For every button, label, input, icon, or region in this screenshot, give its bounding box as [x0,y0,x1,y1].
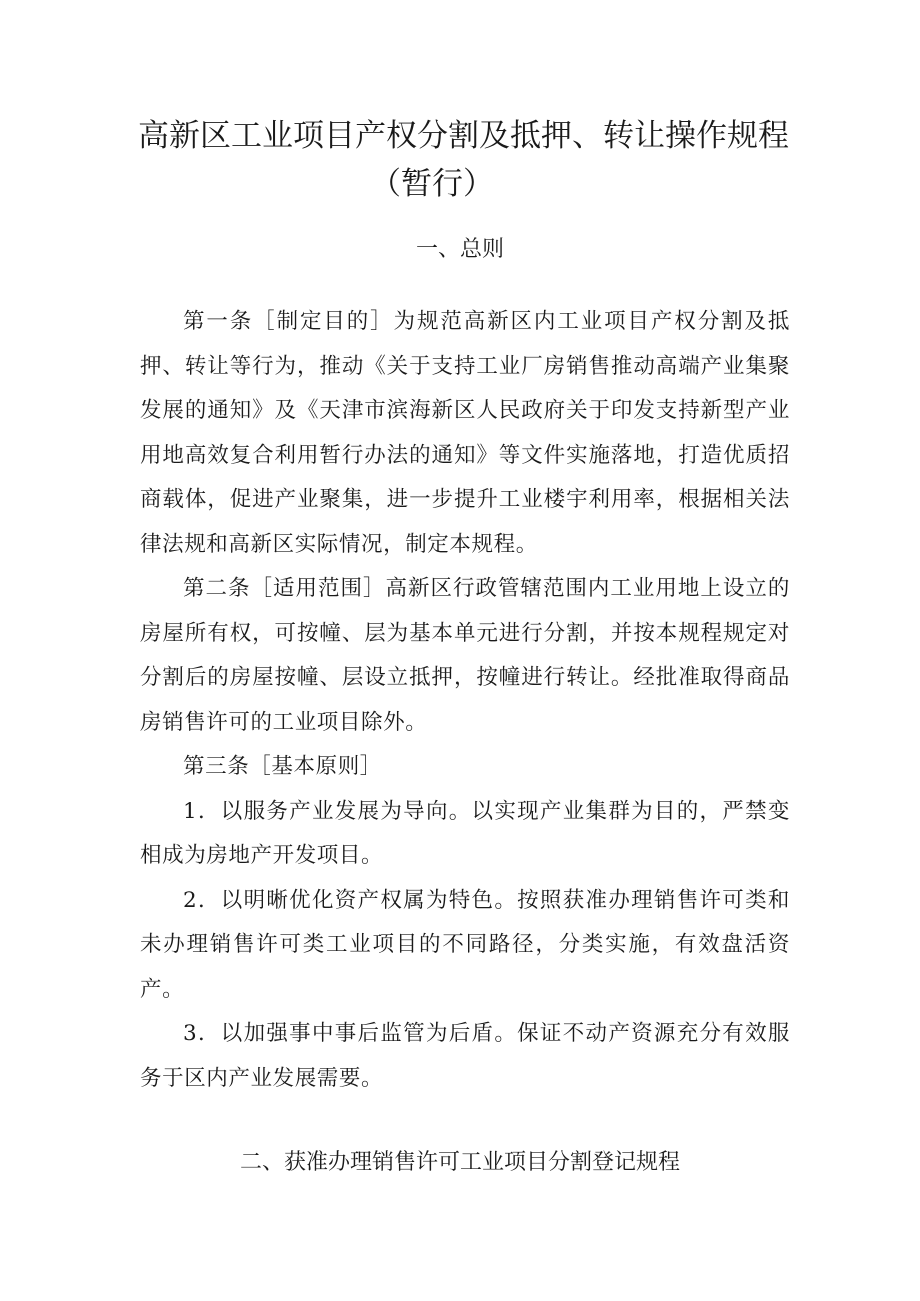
paragraph-principle-2: 2．以明晰优化资产权属为特色。按照获准办理销售许可类和未办理销售许可类工业项目的不同路径，分类实施，有效盘活资产。 [140,887,790,1002]
title-line-1: 高新区工业项目产权分割及抵押、转让操作规程 [138,118,789,154]
document-body [140,300,790,1101]
paragraph-principle-3: 3．以加强事中事后监管为后盾。保证不动产资源充分有效服务于区内产业发展需要。 [140,1021,790,1091]
paragraph-article-3: 第三条［基本原则］ [183,754,382,779]
paragraph-principle-1: 1．以服务产业发展为导向。以实现产业集群为目的，严禁变相成为房地产开发项目。 [140,798,790,868]
document-title [138,112,798,208]
paragraph-article-2: 第二条［适用范围］高新区行政管辖范围内工业用地上设立的房屋所有权，可按幢、层为基本单元进行分割，并按本规程规定对分割后的房屋按幢、层设立抵押，按幢进行转让。经批准取得商品房销售许可的工业项目除外。 [140,576,790,735]
title-line-2: （暂行） [370,166,494,202]
paragraph-article-1: 第一条［制定目的］为规范高新区内工业项目产权分割及抵押、转让等行为，推动《关于支持工业厂房销售推动高端产业集聚发展的通知》及《天津市滨海新区人民政府关于印发支持新型产业用地高效复合利用暂行办法的通知》等文件实施落地，打造优质招商载体，促进产业聚集，进一步提升工业楼宇利用率，根据相关法律法规和高新区实际情况，制定本规程。 [140,309,790,557]
section-heading-general: 一、总则 [415,237,504,262]
section-heading-licensed-projects: 二、获准办理销售许可工业项目分割登记规程 [239,1150,680,1175]
